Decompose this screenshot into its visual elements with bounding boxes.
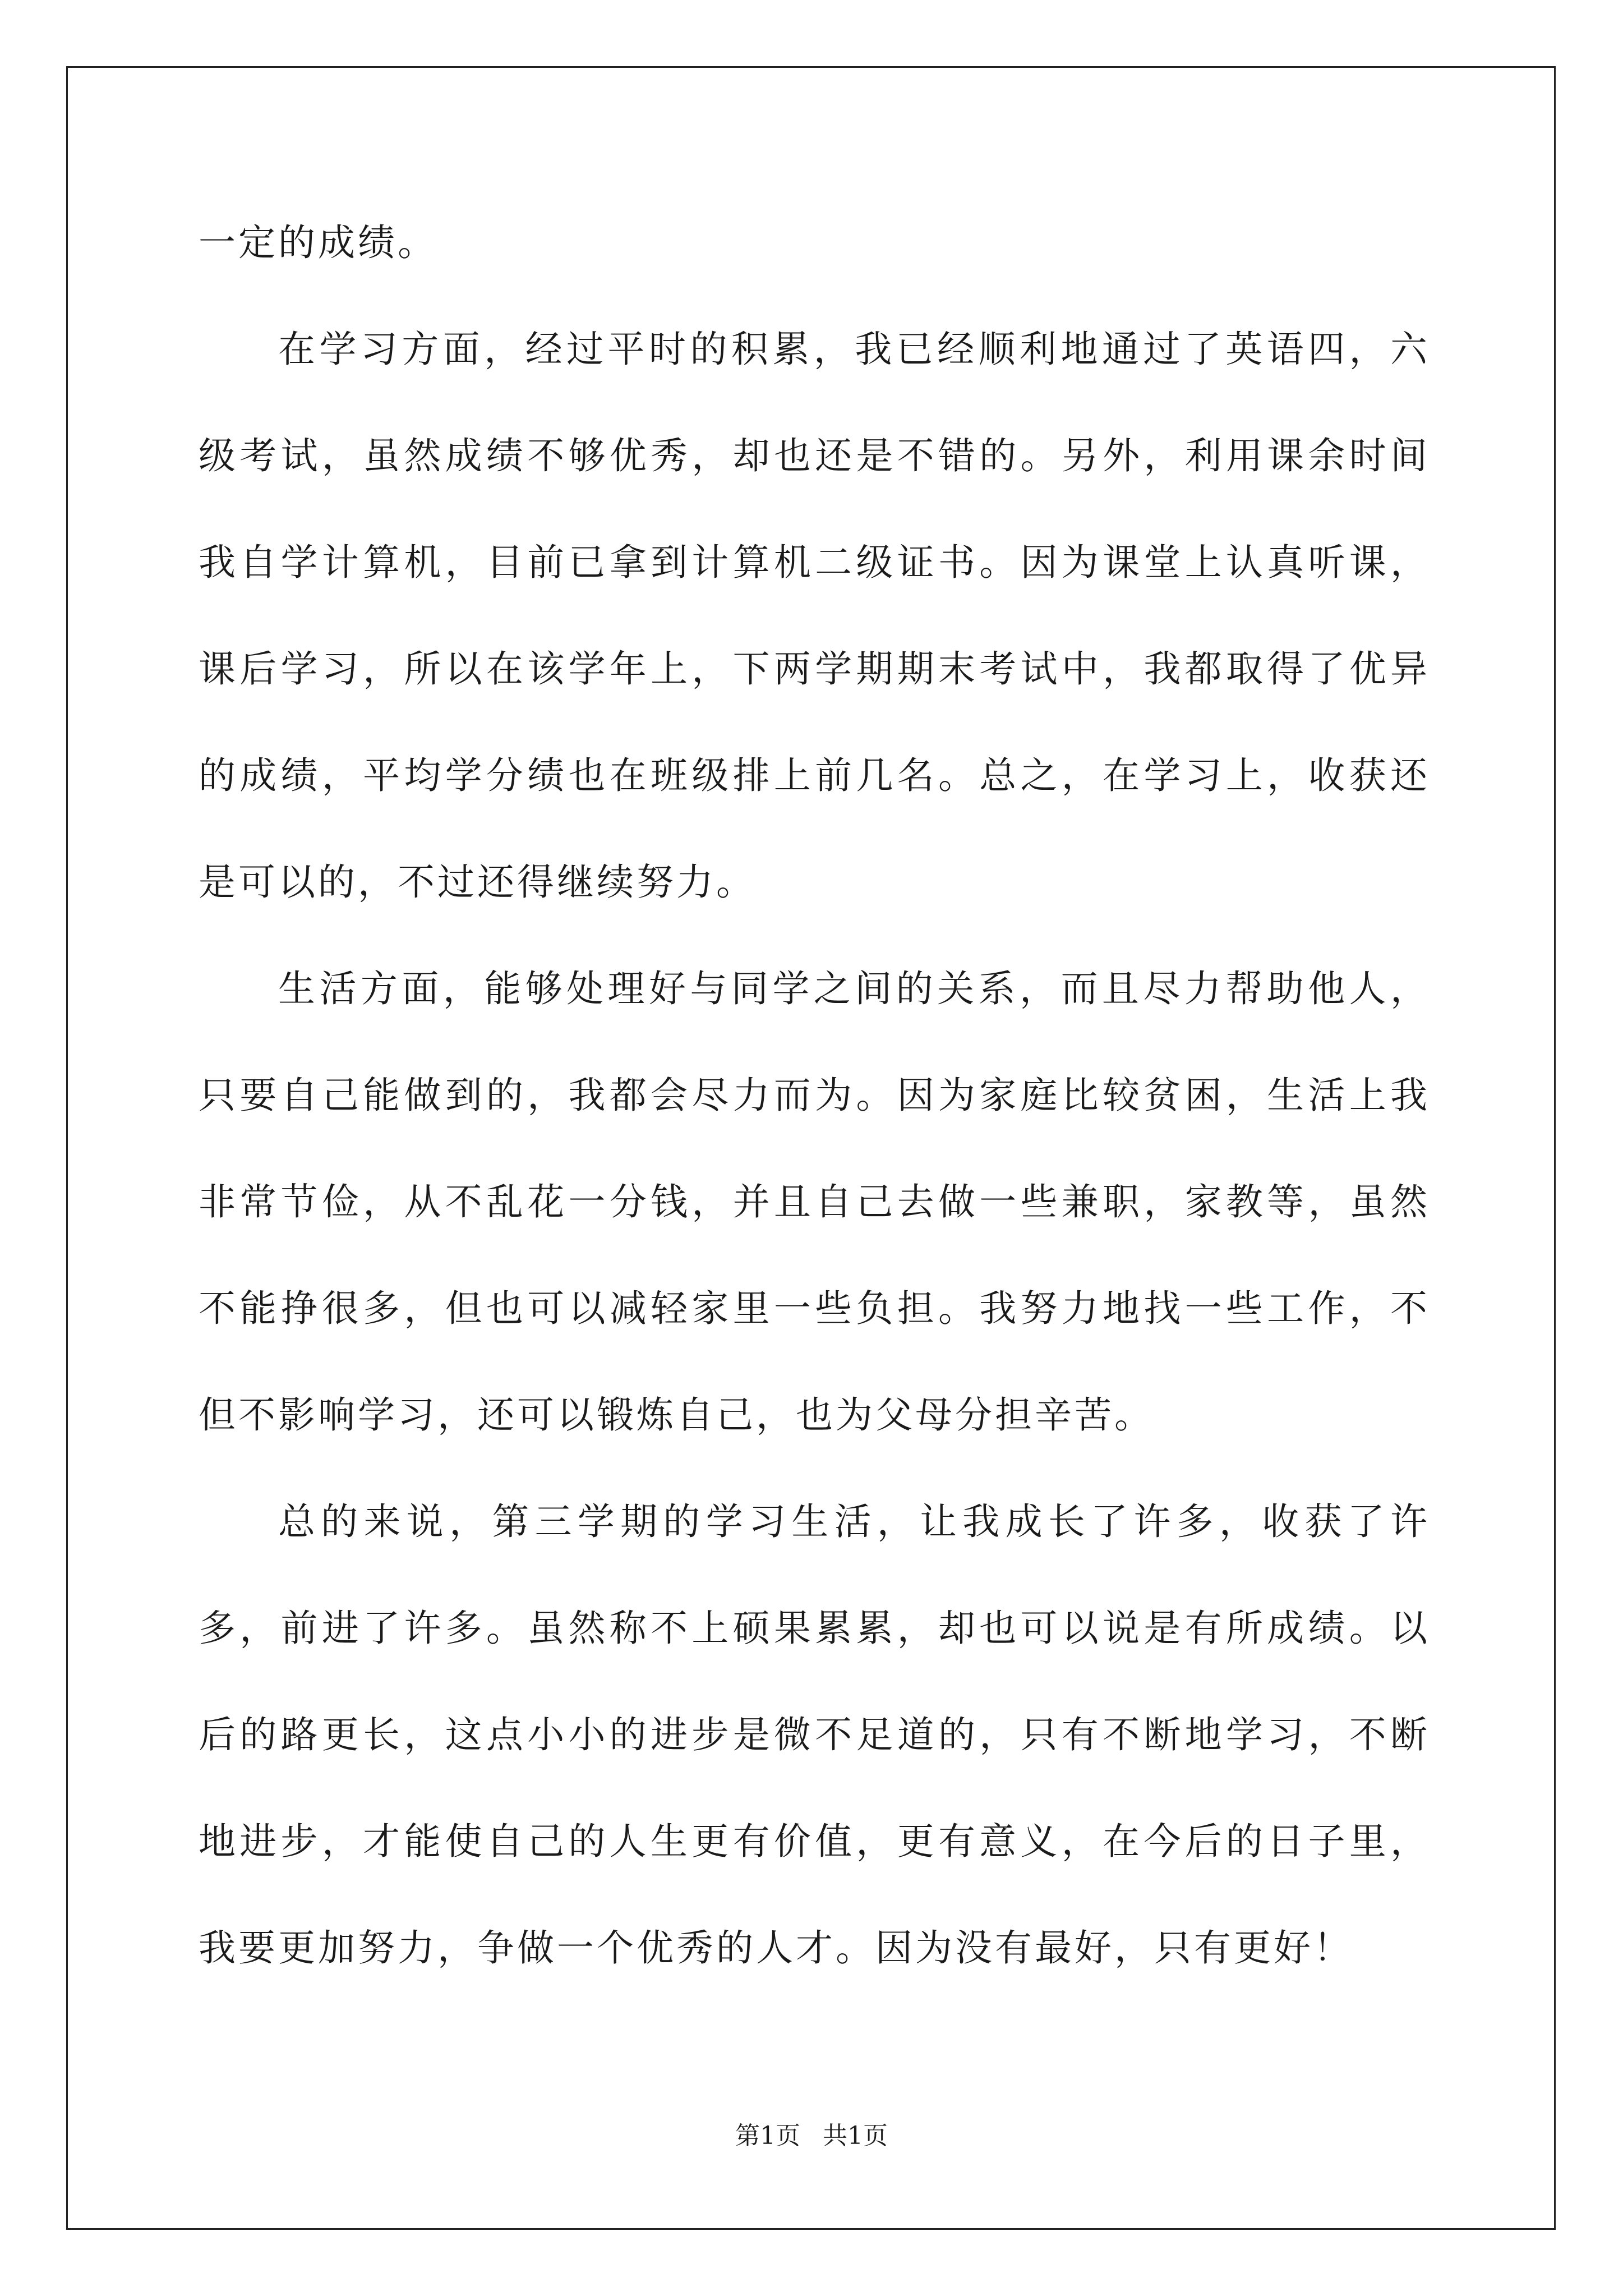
page-footer	[0, 2119, 1623, 2153]
page-number: 第1页	[735, 2122, 800, 2150]
paragraph-4: 总的来说，第三学期的学习生活，让我成长了许多，收获了许多，前进了许多。虽然称不上硕果累累，却也可以说是有所成绩。以后的路更长，这点小小的进步是微不足道的，只有不断地学习，不断地进步，才能使自己的人生更有价值，更有意义，在今后的日子里，我要更加努力，争做一个优秀的人才。因为没有最好，只有更好！	[199, 1500, 1430, 1970]
document-body	[199, 190, 1430, 2001]
paragraph-1: 一定的成绩。	[199, 221, 437, 264]
paragraph-3: 生活方面，能够处理好与同学之间的关系，而且尽力帮助他人，只要自己能做到的，我都会尽力而为。因为家庭比较贫困，生活上我非常节俭，从不乱花一分钱，并且自己去做一些兼职，家教等，虽然不能挣很多，但也可以减轻家里一些负担。我努力地找一些工作，不但不影响学习，还可以锻炼自己，也为父母分担辛苦。	[199, 967, 1430, 1437]
paragraph-2: 在学习方面，经过平时的积累，我已经顺利地通过了英语四，六级考试，虽然成绩不够优秀，却也还是不错的。另外，利用课余时间我自学计算机，目前已拿到计算机二级证书。因为课堂上认真听课，课后学习，所以在该学年上，下两学期期末考试中，我都取得了优异的成绩，平均学分绩也在班级排上前几名。总之，在学习上，收获还是可以的，不过还得继续努力。	[199, 328, 1430, 904]
page-total: 共1页	[823, 2122, 888, 2150]
